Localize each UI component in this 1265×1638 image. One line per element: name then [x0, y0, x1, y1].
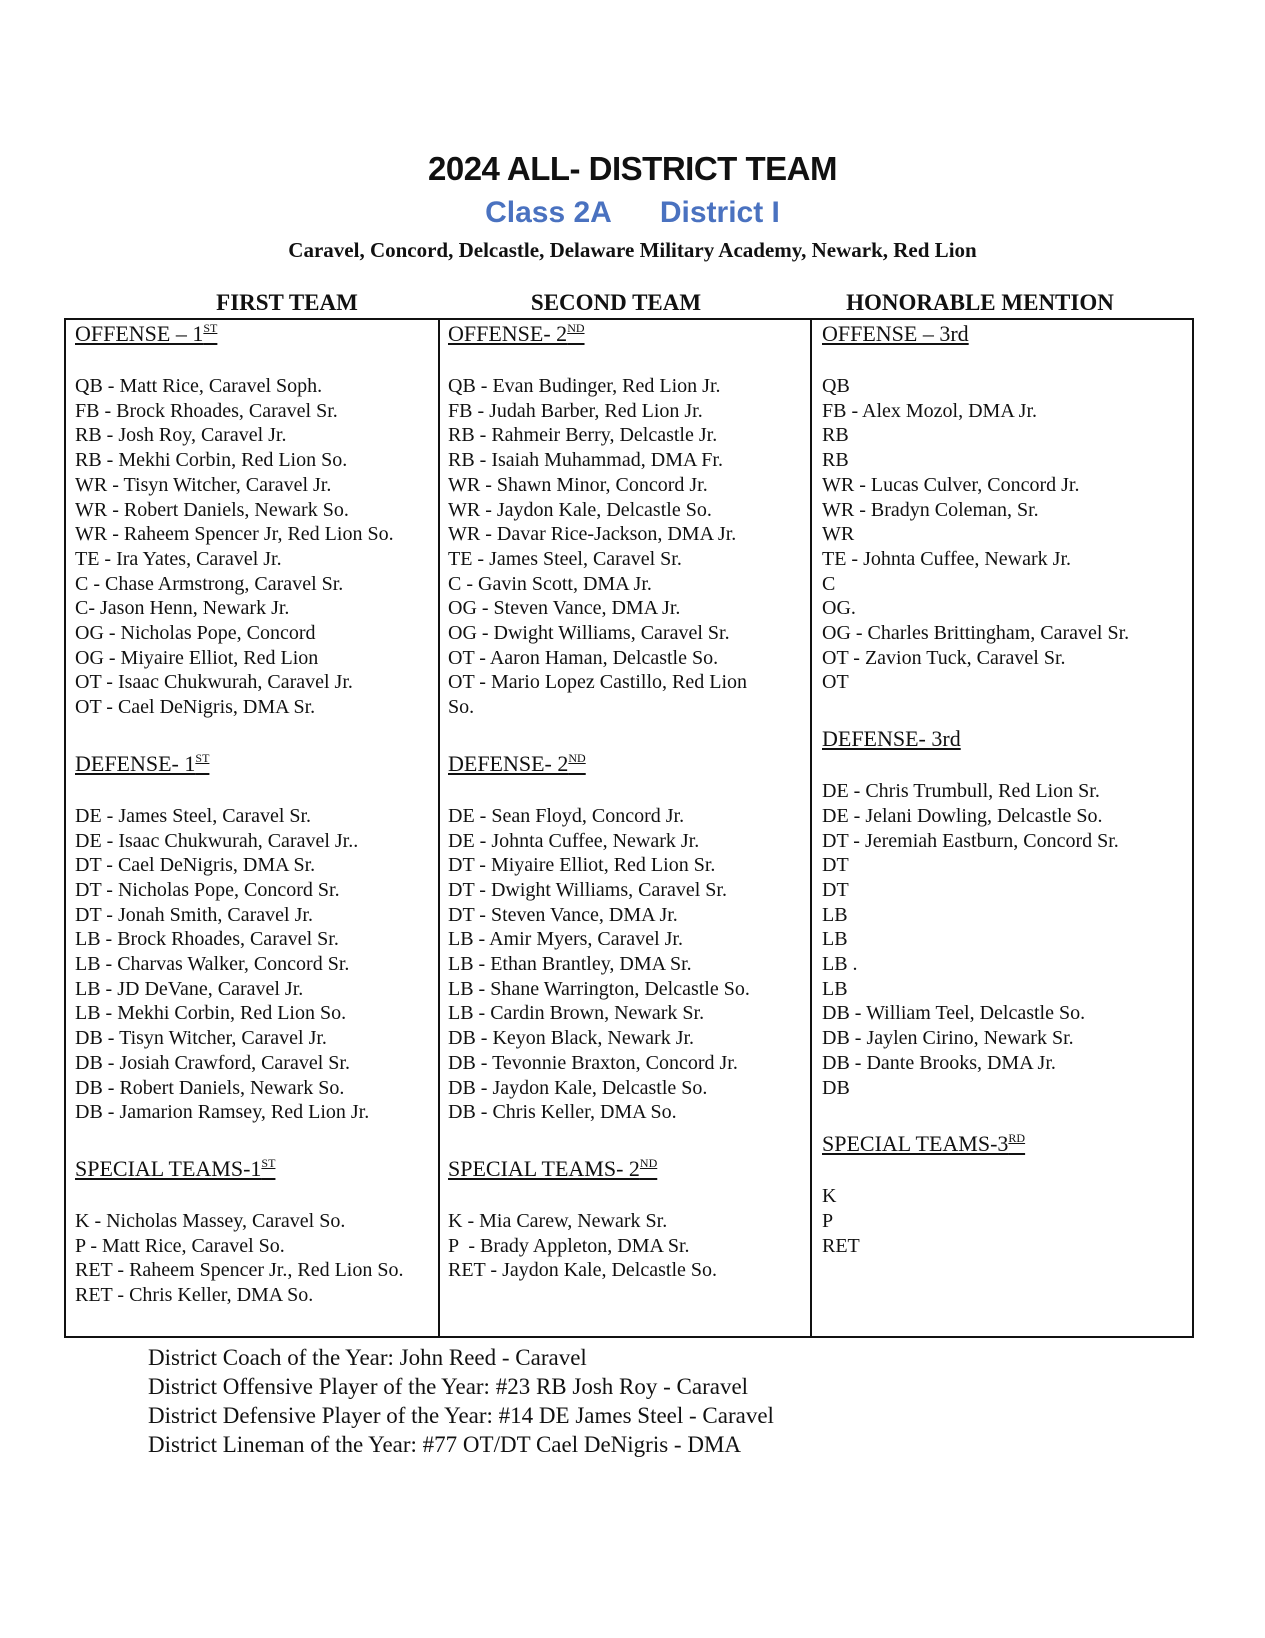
- awards-block: [148, 1343, 774, 1459]
- list-item: DB - Keyon Black, Newark Jr.: [448, 1027, 695, 1050]
- page-title: 2024 ALL- DISTRICT TEAM: [428, 150, 837, 187]
- list-item: DB - Jaylen Cirino, Newark Sr.: [822, 1027, 1074, 1050]
- list-item: P - Matt Rice, Caravel So.: [75, 1234, 285, 1257]
- class-label: Class 2A: [485, 196, 612, 229]
- list-item: DB - William Teel, Delcastle So.: [822, 1002, 1086, 1025]
- list-item: LB: [822, 977, 848, 1000]
- list-item: RET - Jaydon Kale, Delcastle So.: [448, 1259, 718, 1282]
- list-item: DB - Josiah Crawford, Caravel Sr.: [75, 1051, 350, 1074]
- list-item: So.: [448, 696, 475, 719]
- list-item: OT: [822, 671, 849, 694]
- column-header-honorable-mention: HONORABLE MENTION: [846, 290, 1114, 315]
- list-item: LB - Amir Myers, Caravel Jr.: [448, 928, 683, 951]
- list-item: TE - Johnta Cuffee, Newark Jr.: [822, 547, 1072, 570]
- list-item: DE - Jelani Dowling, Delcastle So.: [822, 804, 1103, 827]
- list-item: OG - Miyaire Elliot, Red Lion: [75, 646, 319, 669]
- first-special-list: [75, 1209, 435, 1308]
- list-item: K - Nicholas Massey, Caravel So.: [75, 1209, 346, 1232]
- column-divider: [438, 320, 440, 1336]
- hm-defense-heading: DEFENSE- 3rd: [822, 726, 961, 752]
- first-offense-heading: OFFENSE – 1ST: [75, 321, 218, 346]
- list-item: DT - Nicholas Pope, Concord Sr.: [75, 878, 340, 901]
- list-item: DE - James Steel, Caravel Sr.: [75, 804, 312, 827]
- list-item: DT: [822, 854, 849, 877]
- second-offense-list: [448, 374, 803, 720]
- list-item: C- Jason Henn, Newark Jr.: [75, 597, 290, 620]
- list-item: DT - Dwight Williams, Caravel Sr.: [448, 878, 727, 901]
- hm-offense-heading: OFFENSE – 3rd: [822, 321, 969, 346]
- list-item: FB - Alex Mozol, DMA Jr.: [822, 399, 1038, 422]
- list-item: TE - Ira Yates, Caravel Jr.: [75, 547, 282, 570]
- district-label: District I: [659, 196, 780, 229]
- list-item: OG.: [822, 597, 856, 620]
- first-offense-list: [75, 374, 435, 720]
- award-offensive-player: District Offensive Player of the Year: #23 RB Josh Roy - Caravel: [148, 1374, 749, 1399]
- list-item: WR - Raheem Spencer Jr, Red Lion So.: [75, 523, 394, 546]
- column-header-second-team: SECOND TEAM: [530, 290, 702, 315]
- column-header-first-team: FIRST TEAM: [216, 290, 358, 315]
- schools-list: Caravel, Concord, Delcastle, Delaware Military Academy, Newark, Red Lion: [288, 238, 977, 262]
- list-item: WR - Bradyn Coleman, Sr.: [822, 498, 1039, 521]
- list-item: C - Chase Armstrong, Caravel Sr.: [75, 572, 344, 595]
- list-item: DT - Steven Vance, DMA Jr.: [448, 903, 678, 926]
- list-item: LB - Cardin Brown, Newark Sr.: [448, 1002, 705, 1025]
- list-item: FB - Brock Rhoades, Caravel Sr.: [75, 399, 338, 422]
- list-item: OT - Aaron Haman, Delcastle So.: [448, 646, 719, 669]
- list-item: WR - Lucas Culver, Concord Jr.: [822, 473, 1080, 496]
- award-lineman: District Lineman of the Year: #77 OT/DT Cael DeNigris - DMA: [148, 1432, 742, 1457]
- list-item: DT - Cael DeNigris, DMA Sr.: [75, 854, 316, 877]
- list-item: OT - Isaac Chukwurah, Caravel Jr.: [75, 671, 353, 694]
- list-item: RET - Raheem Spencer Jr., Red Lion So.: [75, 1259, 404, 1282]
- second-offense-heading: OFFENSE- 2ND: [448, 321, 585, 346]
- list-item: OG - Dwight Williams, Caravel Sr.: [448, 622, 730, 645]
- list-item: DB - Jaydon Kale, Delcastle So.: [448, 1076, 708, 1099]
- first-special-heading: SPECIAL TEAMS-1ST: [75, 1155, 276, 1181]
- list-item: K: [822, 1185, 837, 1208]
- first-team-column: [75, 320, 435, 1308]
- list-item: DB: [822, 1076, 850, 1099]
- list-item: C - Gavin Scott, DMA Jr.: [448, 572, 652, 595]
- list-item: WR - Tisyn Witcher, Caravel Jr.: [75, 473, 332, 496]
- list-item: OG - Nicholas Pope, Concord: [75, 622, 316, 645]
- list-item: P: [822, 1209, 834, 1232]
- column-divider: [810, 320, 812, 1336]
- list-item: LB - Charvas Walker, Concord Sr.: [75, 953, 350, 976]
- list-item: RB - Josh Roy, Caravel Jr.: [75, 424, 287, 447]
- list-item: TE - James Steel, Caravel Sr.: [448, 547, 682, 570]
- award-defensive-player: District Defensive Player of the Year: #14 DE James Steel - Caravel: [148, 1403, 774, 1428]
- hm-special-heading: SPECIAL TEAMS-3RD: [822, 1131, 1026, 1157]
- list-item: LB - JD DeVane, Caravel Jr.: [75, 977, 304, 1000]
- list-item: LB - Ethan Brantley, DMA Sr.: [448, 953, 692, 976]
- first-defense-heading: DEFENSE- 1ST: [75, 750, 210, 776]
- list-item: OT - Zavion Tuck, Caravel Sr.: [822, 646, 1066, 669]
- list-item: WR - Davar Rice-Jackson, DMA Jr.: [448, 523, 737, 546]
- second-defense-list: [448, 804, 803, 1125]
- list-item: OT - Cael DeNigris, DMA Sr.: [75, 696, 316, 719]
- second-special-list: [448, 1209, 803, 1283]
- list-item: RB - Mekhi Corbin, Red Lion So.: [75, 449, 348, 472]
- list-item: QB - Matt Rice, Caravel Soph.: [75, 375, 323, 397]
- second-special-heading: SPECIAL TEAMS- 2ND: [448, 1155, 658, 1181]
- list-item: DT - Jonah Smith, Caravel Jr.: [75, 903, 313, 926]
- list-item: DB - Dante Brooks, DMA Jr.: [822, 1051, 1056, 1074]
- list-item: OG - Charles Brittingham, Caravel Sr.: [822, 622, 1130, 645]
- second-defense-heading: DEFENSE- 2ND: [448, 750, 586, 776]
- list-item: QB - Evan Budinger, Red Lion Jr.: [448, 375, 721, 397]
- list-item: LB - Brock Rhoades, Caravel Sr.: [75, 928, 339, 951]
- second-team-column: [448, 320, 803, 1283]
- list-item: DE - Isaac Chukwurah, Caravel Jr..: [75, 829, 359, 852]
- list-item: DB - Tevonnie Braxton, Concord Jr.: [448, 1051, 738, 1074]
- list-item: DE - Sean Floyd, Concord Jr.: [448, 804, 685, 827]
- list-item: LB .: [822, 953, 858, 976]
- list-item: RB - Isaiah Muhammad, DMA Fr.: [448, 449, 723, 472]
- list-item: WR - Robert Daniels, Newark So.: [75, 498, 349, 521]
- list-item: RB: [822, 424, 849, 447]
- list-item: DT: [822, 878, 849, 901]
- list-item: DT - Miyaire Elliot, Red Lion Sr.: [448, 854, 716, 877]
- list-item: RB - Rahmeir Berry, Delcastle Jr.: [448, 424, 718, 447]
- roster-table: [64, 318, 1194, 1338]
- list-item: QB: [822, 375, 850, 397]
- list-item: LB - Mekhi Corbin, Red Lion So.: [75, 1002, 347, 1025]
- hm-defense-list: [822, 779, 1192, 1100]
- list-item: DB - Tisyn Witcher, Caravel Jr.: [75, 1027, 327, 1050]
- list-item: C: [822, 572, 836, 595]
- list-item: WR - Jaydon Kale, Delcastle So.: [448, 498, 712, 521]
- list-item: P - Brady Appleton, DMA Sr.: [448, 1234, 690, 1257]
- hm-special-list: [822, 1184, 1192, 1258]
- list-item: DB - Robert Daniels, Newark So.: [75, 1076, 345, 1099]
- list-item: WR - Shawn Minor, Concord Jr.: [448, 473, 708, 496]
- list-item: OG - Steven Vance, DMA Jr.: [448, 597, 681, 620]
- subtitle: [0, 196, 1265, 230]
- hm-offense-list: [822, 374, 1192, 695]
- list-item: DB - Chris Keller, DMA So.: [448, 1101, 677, 1124]
- list-item: DE - Chris Trumbull, Red Lion Sr.: [822, 780, 1100, 803]
- first-defense-list: [75, 804, 435, 1125]
- list-item: LB: [822, 903, 848, 926]
- honorable-mention-column: [822, 320, 1192, 1258]
- list-item: DE - Johnta Cuffee, Newark Jr.: [448, 829, 700, 852]
- list-item: RB: [822, 449, 849, 472]
- list-item: RET: [822, 1234, 860, 1257]
- list-item: RET - Chris Keller, DMA So.: [75, 1284, 314, 1307]
- list-item: WR: [822, 523, 855, 546]
- list-item: DT - Jeremiah Eastburn, Concord Sr.: [822, 829, 1119, 852]
- award-coach: District Coach of the Year: John Reed - Caravel: [148, 1345, 587, 1370]
- list-item: OT - Mario Lopez Castillo, Red Lion: [448, 671, 748, 694]
- list-item: DB - Jamarion Ramsey, Red Lion Jr.: [75, 1101, 370, 1124]
- list-item: LB - Shane Warrington, Delcastle So.: [448, 977, 750, 1000]
- list-item: K - Mia Carew, Newark Sr.: [448, 1209, 668, 1232]
- list-item: FB - Judah Barber, Red Lion Jr.: [448, 399, 703, 422]
- list-item: LB: [822, 928, 848, 951]
